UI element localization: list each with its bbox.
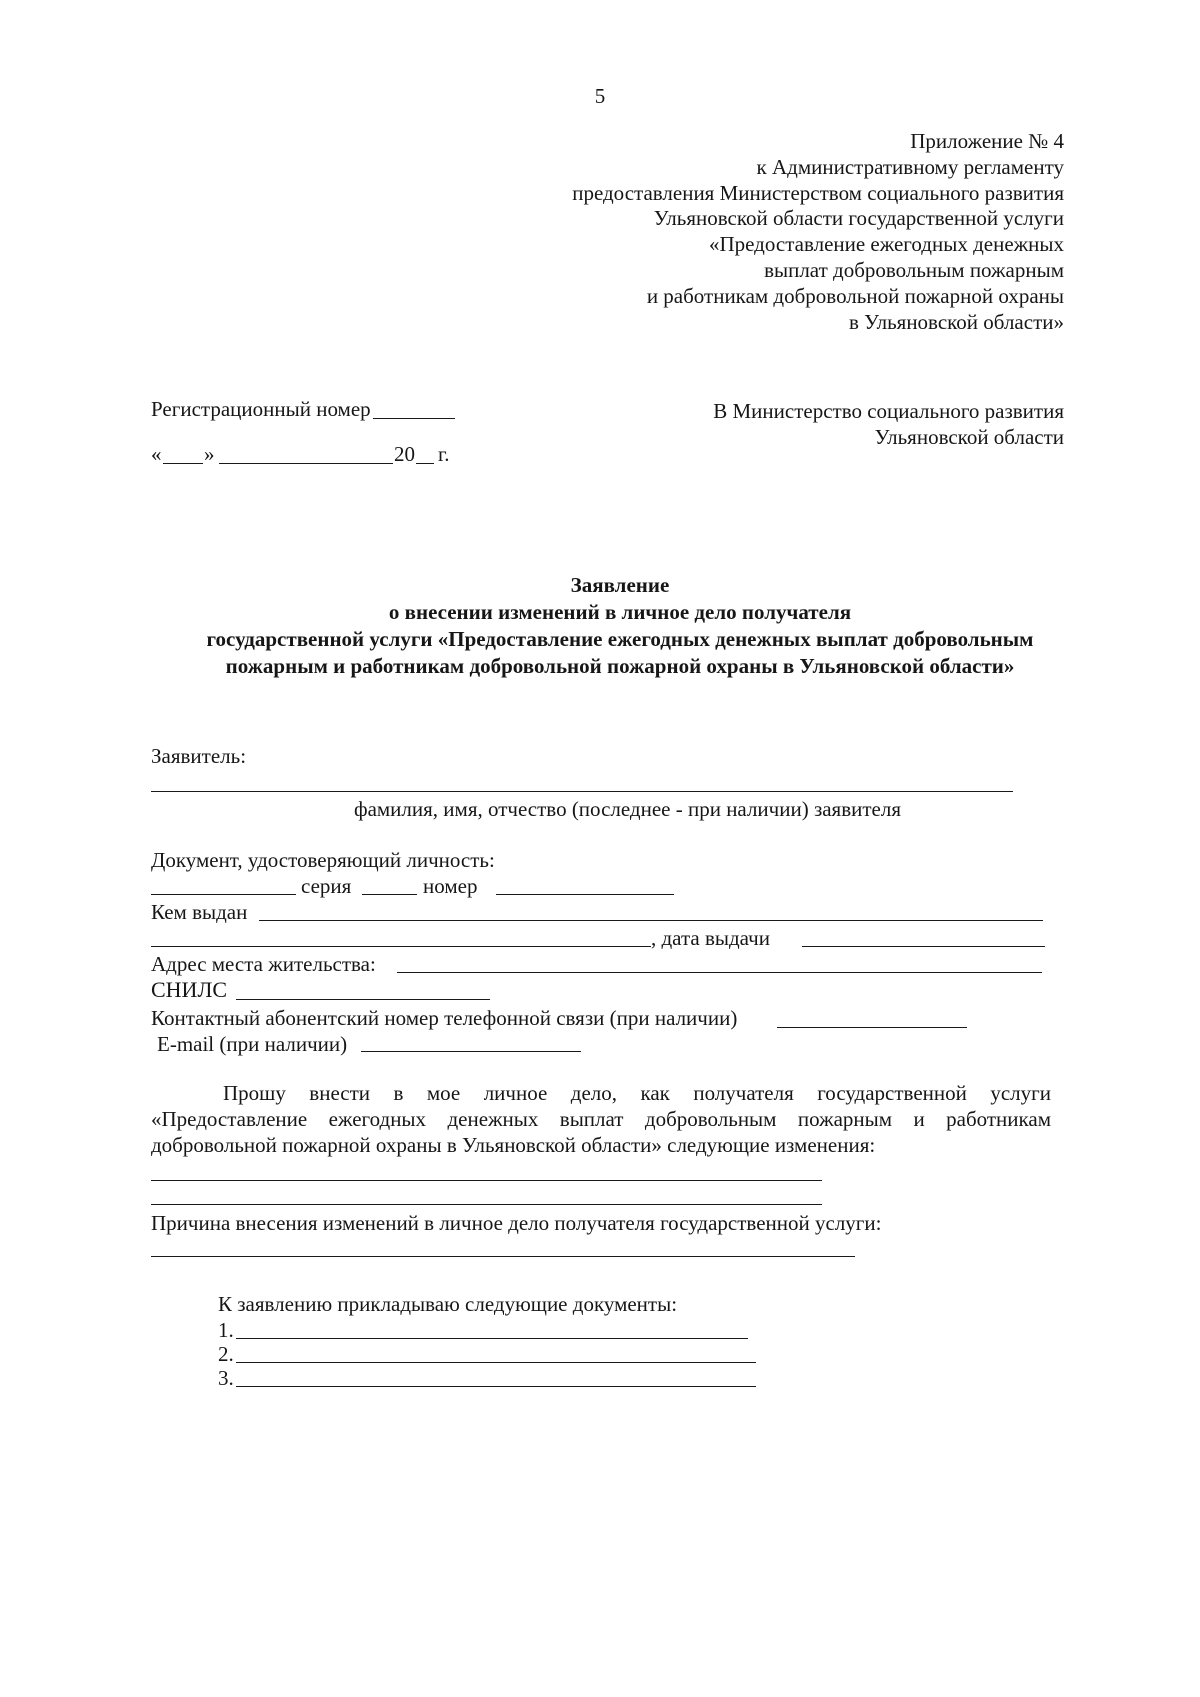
address-field[interactable]: [397, 972, 1042, 973]
issued-by-label: Кем выдан: [151, 900, 248, 924]
changes-field-1[interactable]: [151, 1180, 822, 1181]
changes-field-2[interactable]: [151, 1204, 822, 1205]
address-label: Адрес места жительства:: [151, 952, 376, 976]
snils-field[interactable]: [236, 999, 490, 1000]
annex-line: Ульяновской области государственной услуги: [653, 206, 1064, 231]
reason-label: Причина внесения изменений в личное дело получателя государственной услуги:: [151, 1211, 882, 1235]
series-field[interactable]: [362, 894, 417, 895]
date-open-quote: «: [151, 442, 162, 466]
request-line: добровольной пожарной охраны в Ульяновской области» следующие изменения:: [151, 1132, 876, 1157]
email-field[interactable]: [361, 1051, 581, 1052]
attachments-label: К заявлению прикладываю следующие документы:: [218, 1292, 678, 1316]
registration-number-field[interactable]: [373, 418, 455, 419]
date-year-label: 20: [394, 442, 415, 466]
registration-number-label: Регистрационный номер: [151, 397, 371, 421]
phone-field[interactable]: [777, 1027, 967, 1028]
number-field[interactable]: [496, 894, 674, 895]
issued-by-field-continued[interactable]: [151, 946, 651, 947]
email-label: E-mail (при наличии): [157, 1032, 348, 1056]
addressee-line-2: Ульяновской области: [874, 425, 1064, 449]
annex-line: и работникам добровольной пожарной охраны: [646, 283, 1064, 308]
annex-line: к Административному регламенту: [756, 154, 1064, 179]
annex-line: выплат добровольным пожарным: [764, 257, 1064, 282]
request-line: Прошу внести в мое личное дело, как получателя государственной услуги: [223, 1081, 1051, 1105]
date-month-field[interactable]: [219, 463, 393, 464]
applicant-caption: фамилия, имя, отчество (последнее - при наличии) заявителя: [353, 797, 902, 821]
annex-line: предоставления Министерством социального развития: [572, 180, 1064, 205]
date-day-field[interactable]: [163, 463, 203, 464]
annex-block: [572, 129, 1064, 335]
document-title: [150, 572, 1090, 680]
annex-line: в Ульяновской области»: [848, 309, 1064, 334]
identity-label: Документ, удостоверяющий личность:: [151, 848, 495, 872]
request-line: «Предоставление ежегодных денежных выплат добровольным пожарным и работникам: [151, 1106, 1051, 1131]
title-line: государственной услуги «Предоставление ежегодных денежных выплат добровольным: [206, 627, 1034, 651]
attachment-number: 2.: [218, 1342, 234, 1366]
date-year-suffix: г.: [438, 442, 450, 466]
addressee-line-1: В Министерство социального развития: [713, 399, 1064, 423]
issue-date-field[interactable]: [802, 946, 1045, 947]
title-line: пожарным и работникам добровольной пожарной охраны в Ульяновской области»: [225, 654, 1015, 678]
attachment-field-3[interactable]: [236, 1386, 756, 1387]
reason-field[interactable]: [151, 1256, 855, 1257]
annex-line: «Предоставление ежегодных денежных: [708, 232, 1064, 257]
attachment-field-2[interactable]: [236, 1362, 756, 1363]
request-paragraph: [151, 1081, 1051, 1158]
date-close-quote: »: [204, 442, 215, 466]
page-number: 5: [594, 84, 606, 108]
attachment-field-1[interactable]: [236, 1338, 748, 1339]
attachment-number: 3.: [218, 1366, 234, 1390]
date-year-field[interactable]: [416, 463, 434, 464]
issued-by-field[interactable]: [259, 920, 1043, 921]
title-line: Заявление: [570, 573, 670, 597]
number-label: номер: [423, 874, 478, 898]
applicant-name-field[interactable]: [151, 791, 1013, 792]
series-label: серия: [301, 874, 352, 898]
issue-date-label: , дата выдачи: [651, 926, 770, 950]
attachment-number: 1.: [218, 1318, 234, 1342]
applicant-label: Заявитель:: [151, 744, 247, 768]
title-line: о внесении изменений в личное дело получателя: [388, 600, 852, 624]
snils-label: СНИЛС: [151, 977, 228, 1002]
phone-label: Контактный абонентский номер телефонной связи (при наличии): [151, 1006, 738, 1030]
document-type-field[interactable]: [151, 894, 296, 895]
annex-line: Приложение № 4: [910, 129, 1064, 153]
